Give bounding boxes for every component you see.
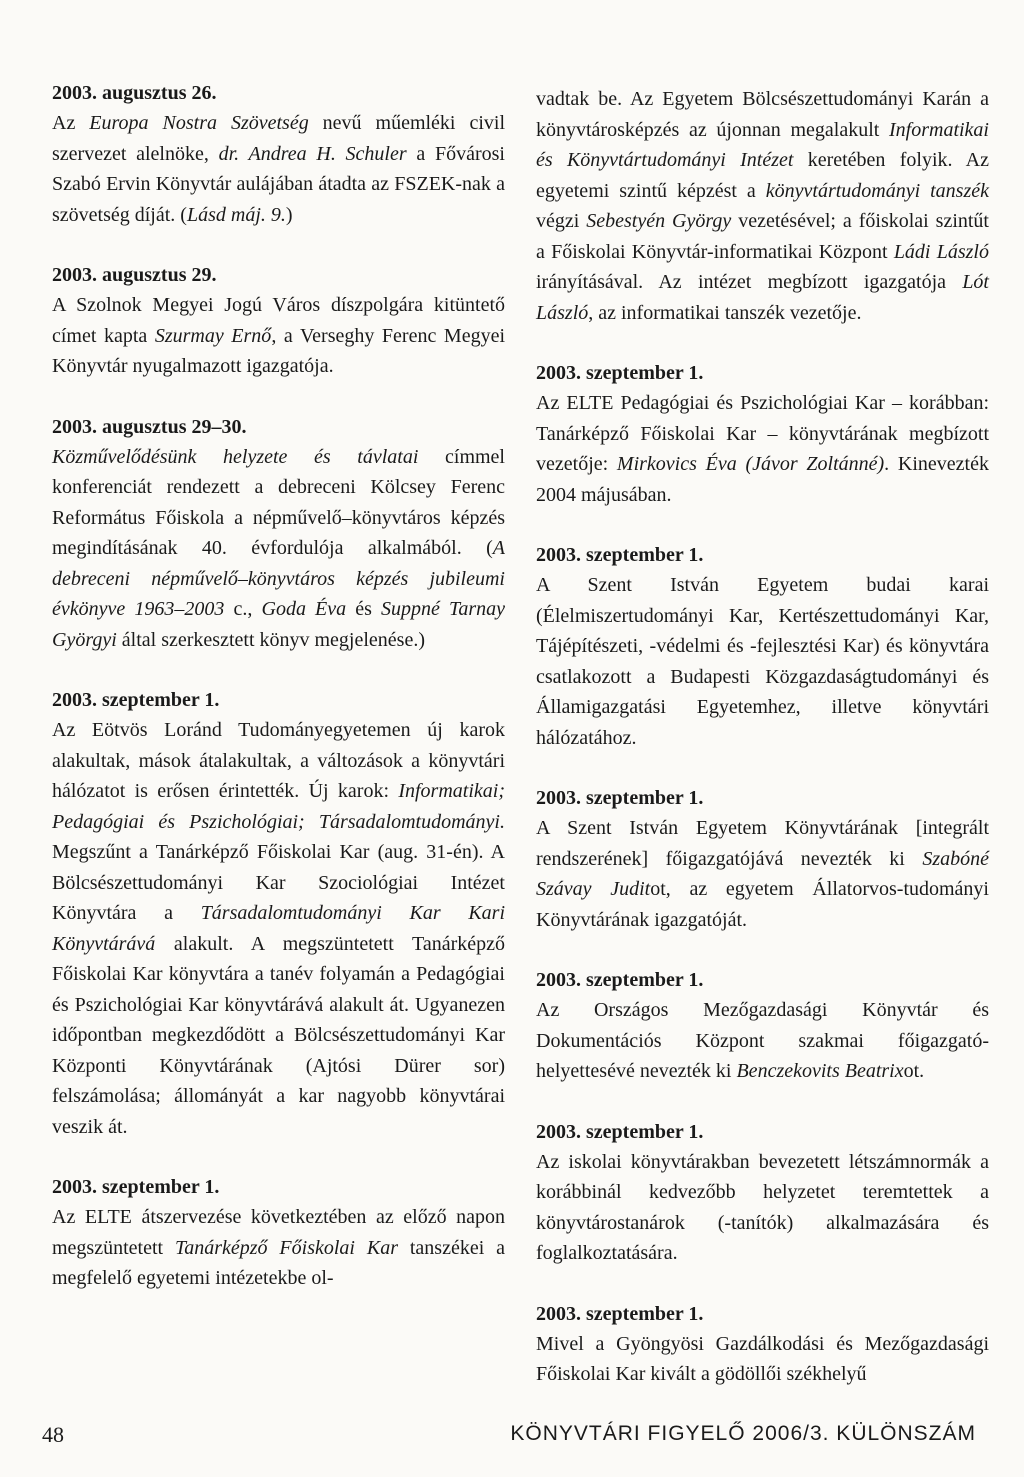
chronology-entry	[52, 414, 505, 656]
page-number: 48	[42, 1422, 64, 1447]
entry-date: 2003. szeptember 1.	[536, 1302, 704, 1325]
chronology-entry	[536, 1301, 989, 1390]
entry-date: 2003. augusztus 29.	[52, 264, 217, 286]
entry-text: Az Országos Mezőgazdasági Könyvtár és Dokumentációs Központ szakmai főigazgató-helyettesévé nevezték ki Benczekovits Beatrixot.	[536, 999, 989, 1082]
right-column	[536, 80, 989, 1422]
chronology-entry	[52, 80, 505, 230]
entry-text: A Szent István Egyetem budai karai (Élelmiszertudományi Kar, Kertészettudományi Kar, Tájépítészeti, -védelmi és -fejlesztési Kar) és könyvtára csatlakozott a Budapesti Közgazdaságtudományi és Államigazgatási Egyetemhez, illetve könyvtári hálózatához.	[536, 574, 989, 749]
entry-date: 2003. szeptember 1.	[536, 1120, 704, 1143]
entry-date: 2003. augusztus 26.	[52, 82, 217, 104]
page-footer	[0, 1418, 1024, 1458]
chronology-entry	[536, 360, 989, 510]
chronology-entry	[536, 1119, 989, 1269]
left-column	[52, 80, 505, 1326]
entry-date: 2003. augusztus 29–30.	[52, 415, 247, 438]
entry-text: vadtak be. Az Egyetem Bölcsészettudományi Karán a könyvtárosképzés az újonnan megalakult Informatikai és Könyvtártudományi Intézet keretében folyik. Az egyetemi szintű képzést a könyvtártudományi tanszék végzi Sebestyén György vezetésével; a főiskolai szintűt a Főiskolai Könyvtár-informatikai Központ Ládi László irányításával. Az intézet megbízott igazgatója Lót László, az informatikai tanszék vezetője.	[536, 88, 990, 324]
entry-text: Az Europa Nostra Szövetség nevű műemléki civil szervezet alelnöke, dr. Andrea H. Schuler a Fővárosi Szabó Ervin Könyvtár aulájában átadta az FSZEK-nak a szövetség díját. (Lásd máj. 9.)	[52, 112, 505, 226]
entry-date: 2003. szeptember 1.	[536, 362, 704, 384]
chronology-entry	[536, 967, 989, 1087]
entry-text: A Szolnok Megyei Jogú Város díszpolgára kitüntető címet kapta Szurmay Ernő, a Verseghy Ferenc Megyei Könyvtár nyugalmazott igazgatója.	[52, 294, 506, 377]
chronology-entry	[536, 785, 989, 935]
entry-text: Az ELTE átszervezése következtében az előző napon megszüntetett Tanárképző Főiskolai Kar tanszékei a megfelelő egyetemi intézetekbe ol-	[52, 1206, 506, 1289]
entry-date: 2003. szeptember 1.	[536, 544, 704, 566]
chronology-entry	[536, 542, 989, 753]
entry-text: Az iskolai könyvtárakban bevezetett létszámnormák a korábbinál kedvezőbb helyzetet teremtettek a könyvtárostanárok (-tanítók) alkalmazására és foglalkoztatására.	[536, 1150, 989, 1264]
journal-title: KÖNYVTÁRI FIGYELŐ 2006/3. KÜLÖNSZÁM	[510, 1422, 976, 1445]
entry-date: 2003. szeptember 1.	[536, 969, 704, 991]
entry-text: A Szent István Egyetem Könyvtárának [integrált rendszerének] főigazgatójává nevezték ki Szabóné Szávay Juditot, az egyetem Állatorvos-tudományi Könyvtárának igazgatóját.	[536, 817, 989, 931]
chronology-entry	[52, 1174, 505, 1294]
entry-text: Az Eötvös Loránd Tudományegyetemen új karok alakultak, mások átalakultak, a változások a könyvtári hálózatot is erősen érintették. Új karok: Informatikai; Pedagógiai és Pszichológiai; Társadalomtudományi. Megszűnt a Tanárképző Főiskolai Kar (aug. 31-én). A Bölcsészettudományi Kar Szociológiai Intézet Könyvtára a Társadalomtudományi Kar Kari Könyvtárává alakult. A megszüntetett Tanárképző Főiskolai Kar könyvtára a tanév folyamán a Pedagógiai és Pszichológiai Kar könyvtárává alakult át. Ugyanezen időpontban megkezdődött a Bölcsészettudományi Kar Központi Könyvtárának (Ajtósi Dürer sor) felszámolása; állományát a kar nagyobb könyvtárai veszik át.	[52, 719, 505, 1138]
chronology-entry	[52, 687, 505, 1142]
entry-text: Közművelődésünk helyzete és távlatai címmel konferenciát rendezett a debreceni Kölcsey Ferenc Református Főiskola a népművelő–könyvtáros képzés megindításának 40. évfordulója alkalmából. (A debreceni népművelő–könyvtáros képzés jubileumi évkönyve 1963–2003 c., Goda Éva és Suppné Tarnay Györgyi által szerkesztett könyv megjelenése.)	[52, 445, 505, 651]
chronology-entry	[52, 262, 505, 382]
entry-date: 2003. szeptember 1.	[52, 1176, 220, 1198]
entry-date: 2003. szeptember 1.	[52, 689, 220, 711]
entry-text: Az ELTE Pedagógiai és Pszichológiai Kar – korábban: Tanárképző Főiskolai Kar – könyvtárának megbízott vezetője: Mirkovics Éva (Jávor Zoltánné). Kinevezték 2004 májusában.	[536, 392, 989, 506]
chronology-entry-continued	[536, 84, 989, 328]
entry-text: Mivel a Gyöngyösi Gazdálkodási és Mezőgazdasági Főiskolai Kar kivált a gödöllői székhelyű	[536, 1332, 989, 1385]
entry-date: 2003. szeptember 1.	[536, 787, 704, 809]
